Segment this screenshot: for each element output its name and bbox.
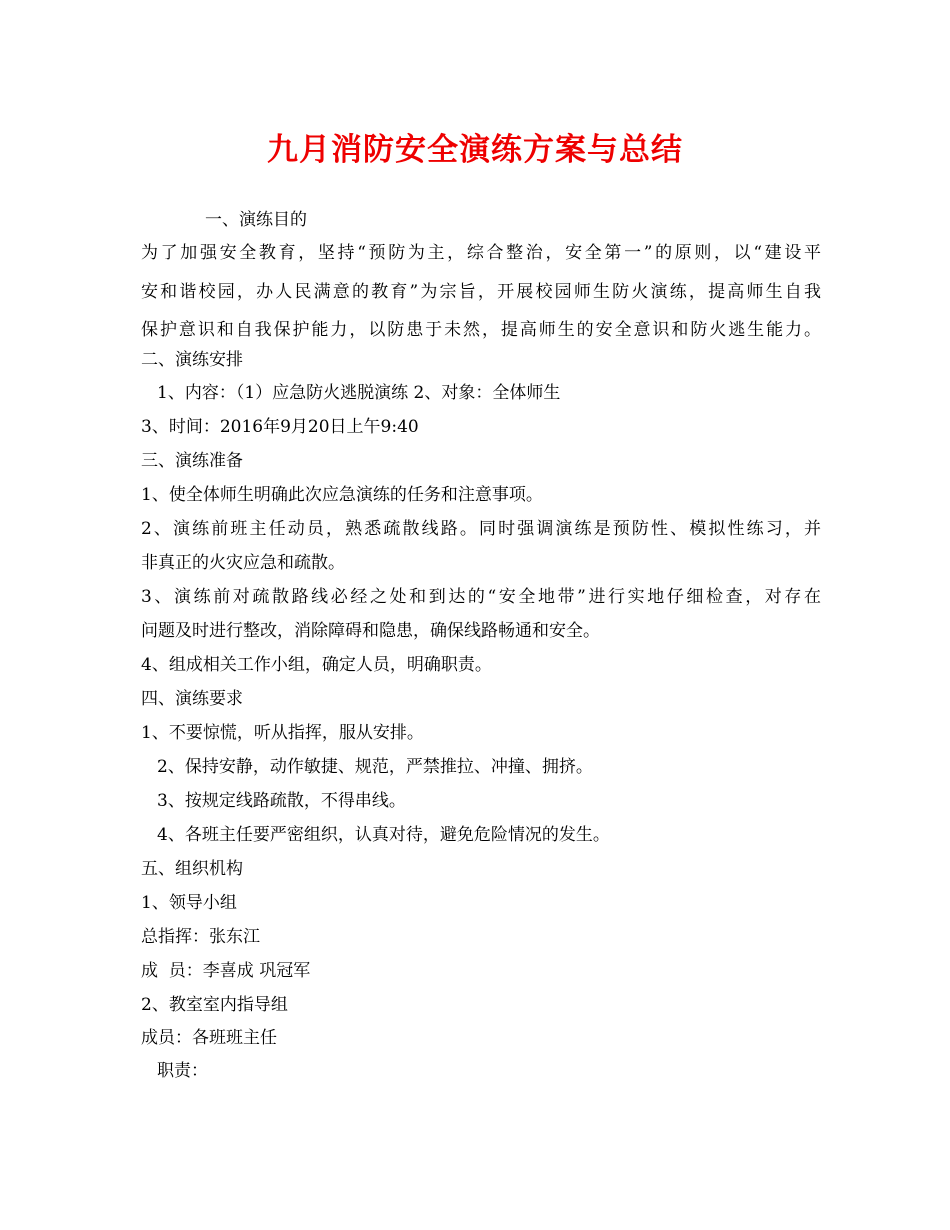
section-heading-3: 三、演练准备 — [141, 451, 243, 471]
list-item: 3、演练前对疏散路线必经之处和到达的“安全地带”进行实地仔细检查，对存在 — [141, 587, 821, 607]
section-heading-5: 五、组织机构 — [141, 859, 243, 879]
section-heading-2: 二、演练安排 — [141, 350, 243, 370]
role-line: 成 员：李喜成 巩冠军 — [141, 961, 311, 981]
paragraph-line: 为了加强安全教育，坚持“预防为主，综合整治，安全第一”的原则，以“建设平 — [141, 243, 821, 263]
list-item: 2、保持安静，动作敏捷、规范，严禁推拉、冲撞、拥挤。 — [157, 757, 593, 777]
list-item: 1、不要惊慌，听从指挥，服从安排。 — [141, 723, 424, 743]
role-line: 职责： — [157, 1061, 208, 1081]
list-item: 1、领导小组 — [141, 893, 237, 913]
list-item: 1、使全体师生明确此次应急演练的任务和注意事项。 — [141, 485, 543, 505]
list-item: 2、教室室内指导组 — [141, 995, 288, 1015]
list-item: 3、时间：2016年9月20日上午9:40 — [141, 417, 419, 437]
list-item-continued: 问题及时进行整改，消除障碍和隐患，确保线路畅通和安全。 — [141, 621, 600, 641]
list-item: 4、组成相关工作小组，确定人员，明确职责。 — [141, 655, 492, 675]
list-item: 2、演练前班主任动员，熟悉疏散线路。同时强调演练是预防性、模拟性练习，并 — [141, 519, 821, 539]
document-title: 九月消防安全演练方案与总结 — [267, 132, 683, 168]
list-item-continued: 非真正的火灾应急和疏散。 — [141, 553, 345, 573]
list-item: 1、内容：（1）应急防火逃脱演练 2、对象：全体师生 — [157, 383, 561, 403]
section-heading-1: 一、演练目的 — [205, 210, 307, 230]
paragraph-line: 保护意识和自我保护能力，以防患于未然，提高师生的安全意识和防火逃生能力。 — [141, 320, 821, 340]
paragraph-line: 安和谐校园，办人民满意的教育”为宗旨，开展校园师生防火演练，提高师生自我 — [141, 282, 821, 302]
list-item: 3、按规定线路疏散，不得串线。 — [157, 791, 406, 811]
list-item: 4、各班主任要严密组织，认真对待，避免危险情况的发生。 — [157, 825, 610, 845]
section-heading-4: 四、演练要求 — [141, 689, 243, 709]
role-line: 总指挥：张东江 — [141, 927, 260, 947]
role-line: 成员：各班班主任 — [141, 1028, 277, 1048]
